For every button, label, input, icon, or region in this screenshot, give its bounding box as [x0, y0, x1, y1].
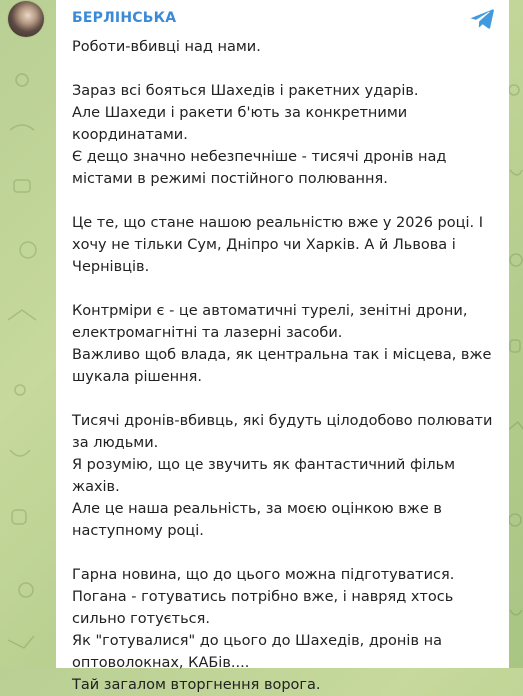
message-line: Як "готувалися" до цього до Шахедів, дронів на — [72, 633, 442, 649]
telegram-plane-icon[interactable] — [469, 8, 495, 30]
message-line: Є дещо значно небезпечніше - тисячі дронів над — [72, 149, 447, 165]
message-line: наступному році. — [72, 523, 204, 539]
message-line: Тай загалом вторгнення ворога. — [72, 677, 321, 693]
message-line: Роботи-вбивці над нами. — [72, 39, 261, 55]
message-line: Контрміри є - це автоматичні турелі, зенітні дрони, — [72, 303, 468, 319]
message-line: Але це наша реальність, за моєю оцінкою вже в — [72, 501, 442, 517]
message-line: шукала рішення. — [72, 369, 202, 385]
message-line: Зараз всі бояться Шахедів і ракетних ударів. — [72, 83, 419, 99]
message-line: електромагнітні та лазерні засоби. — [72, 325, 343, 341]
message-line: сильно готується. — [72, 611, 210, 627]
message-line: Тисячі дронів-вбивць, які будуть цілодобово полювати — [72, 413, 493, 429]
message-paragraph — [72, 410, 495, 542]
message-line: містами в режимі постійного полювання. — [72, 171, 388, 187]
message-line: Важливо щоб влада, як центральна так і місцева, вже — [72, 347, 492, 363]
message-line: хочу не тільки Сум, Дніпро чи Харків. А й Львова і — [72, 237, 456, 253]
message-line: Але Шахеди і ракети б'ють за конкретними — [72, 105, 408, 121]
message-paragraph — [72, 36, 495, 58]
message-line: Чернівців. — [72, 259, 150, 275]
message-line: жахів. — [72, 479, 120, 495]
message-line: Погана - готуватись потрібно вже, і навряд хтось — [72, 589, 454, 605]
channel-name[interactable]: БЕРЛІНСЬКА — [72, 10, 177, 26]
message-paragraph — [72, 564, 495, 696]
message-line: за людьми. — [72, 435, 159, 451]
message-text — [72, 36, 495, 696]
message-line: Я розумію, що це звучить як фантастичний фільм — [72, 457, 456, 473]
message-paragraph — [72, 212, 495, 278]
message-line: Гарна новина, що до цього можна підготуватися. — [72, 567, 455, 583]
message-line: Це те, що стане нашою реальністю вже у 2026 році. І — [72, 215, 484, 231]
message-paragraph — [72, 80, 495, 190]
message-line: координатами. — [72, 127, 188, 143]
message-line: оптоволокнах, КАБів.... — [72, 655, 250, 671]
message-paragraph — [72, 300, 495, 388]
message-bubble — [56, 0, 509, 693]
channel-avatar[interactable] — [8, 1, 44, 37]
